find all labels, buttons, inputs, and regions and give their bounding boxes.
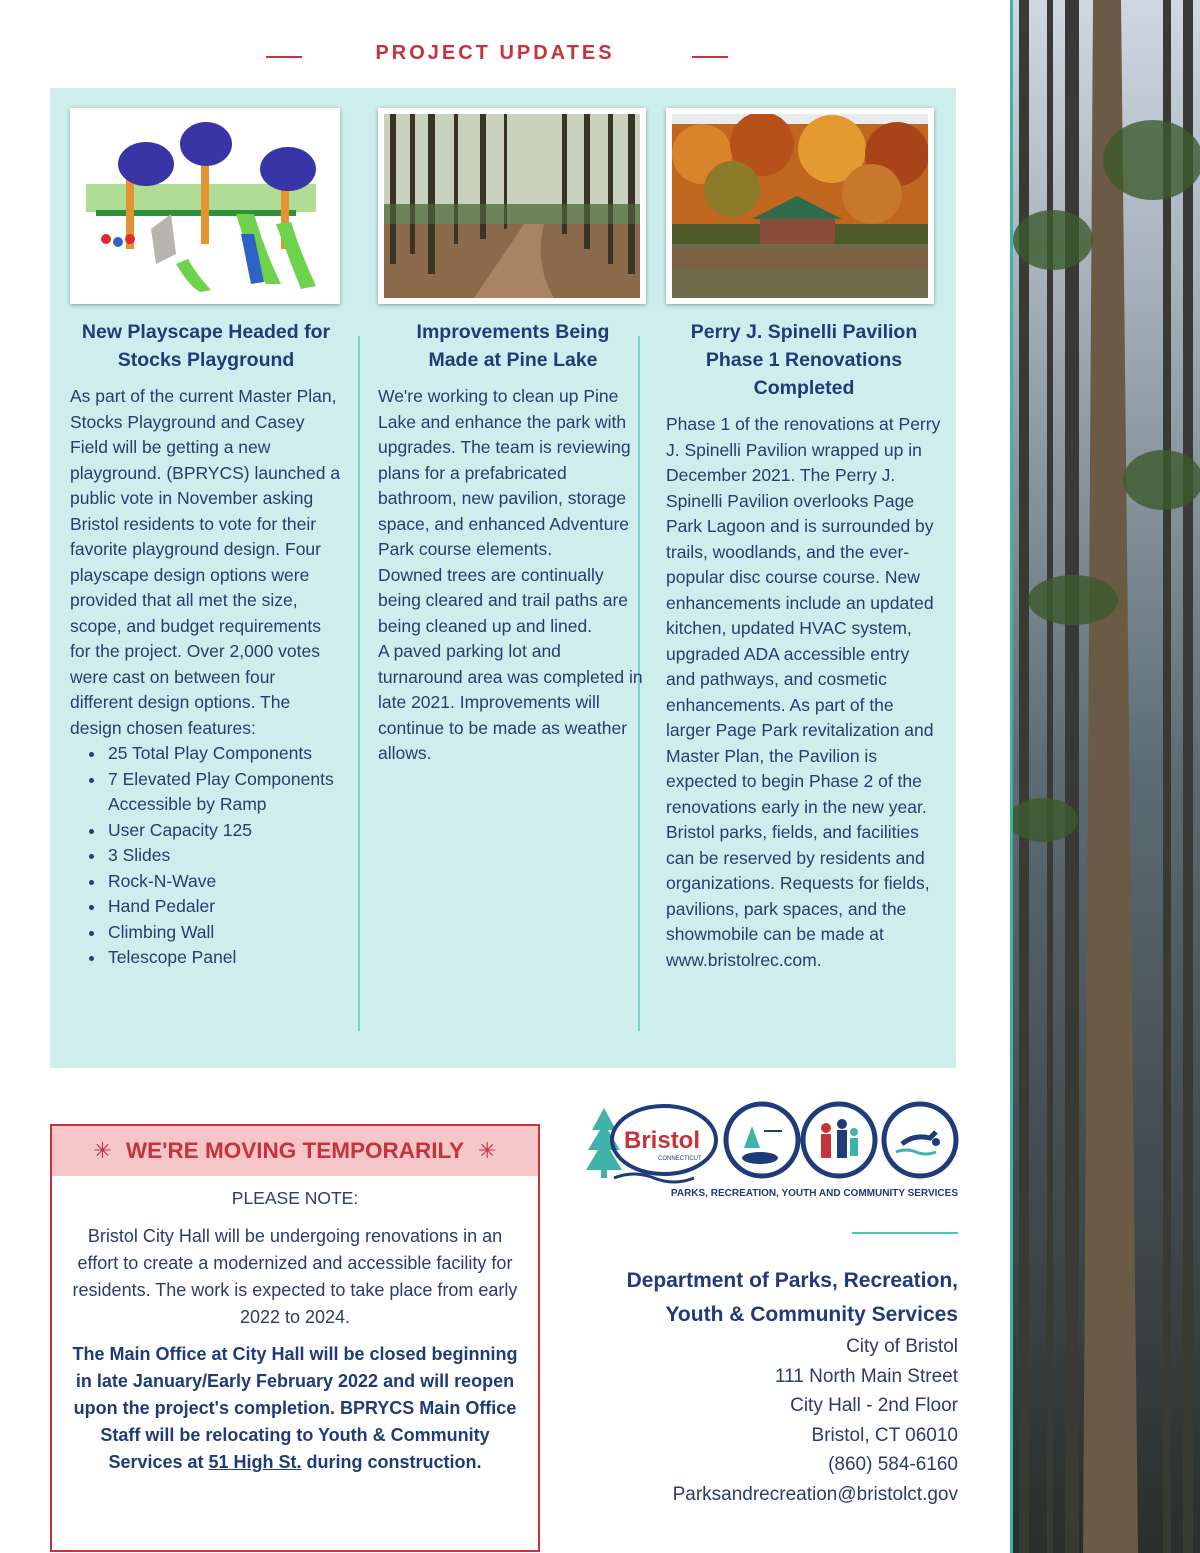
article-paragraph: Phase 1 of the renovations at Perry J. Spinelli Pavilion wrapped up in December 2021. The Perry J. Spinelli Pavilion overlooks Page Park Lagoon and is surrounded by trails, woodlands, and the ever-popular disc course course. New enhancements include an updated kitchen, updated HVAC system, upgraded ADA accessible entry and pathways, and cosmetic enhancements. As part of the larger Page Park revitalization and Master Plan, the Pavilion is expected to begin Phase 2 of the renovations early in the new year. Bristol parks, fields, and facilities can be reserved by residents and organizations. Requests for fields, pavilions, park spaces, and the showmobile can be made at www.bristolrec.com. — [666, 414, 941, 970]
email-address[interactable]: Parksandrecreation@bristolct.gov — [672, 1483, 958, 1505]
list-item: • User Capacity 125 — [106, 818, 342, 844]
article-body — [378, 384, 648, 767]
department-name-line2: Youth & Community Services — [665, 1303, 958, 1326]
article-paragraph: A paved parking lot and turnaround area was completed in late 2021. Improvements will continue to be made as weather allows. — [378, 641, 643, 763]
city-state-zip: Bristol, CT 06010 — [811, 1424, 958, 1446]
moving-notice — [50, 1124, 540, 1552]
logo-sub: CONNECTICUT — [658, 1156, 702, 1162]
article-title: Improvements Being Made at Pine Lake — [416, 321, 610, 371]
article-pavilion — [666, 108, 942, 973]
pine-tree-icon — [586, 1108, 622, 1178]
features-list — [70, 741, 342, 971]
moving-banner — [52, 1126, 538, 1176]
article-title: New Playscape Headed for Stocks Playground — [81, 321, 331, 371]
pavilion-image — [666, 108, 934, 304]
list-item: • 3 Slides — [106, 843, 342, 869]
article-paragraph: Downed trees are continually being cleared and trail paths are being cleaned up and lined. — [378, 564, 629, 636]
article-title: Perry J. Spinelli Pavilion Phase 1 Renovations Completed — [690, 321, 918, 399]
list-item: • Telescope Panel — [106, 945, 342, 971]
list-item: • Rock-N-Wave — [106, 869, 342, 895]
moving-paragraph-bold: The Main Office at City Hall will be closed beginning in late January/Early February 2022 and will reopen upon the project's completion. BPRYCS Main Office Staff will be relocating to Youth & Community Services at 51 High St. during construction. — [72, 1344, 518, 1472]
article-playscape — [70, 108, 342, 971]
street-address: 111 North Main Street — [774, 1365, 958, 1387]
article-paragraph: As part of the current Master Plan, Stocks Playground and Casey Field will be getting a new playground. (BPRYCS) launched a public vote in November asking Bristol residents to vote for their favorite playground design. Four playscape design options were provided that all met the size, scope, and budget requirements for the project. Over 2,000 votes were cast on between four different design options. The design chosen features: — [70, 386, 341, 738]
list-item: • Hand Pedaler — [106, 894, 342, 920]
project-updates-panel — [50, 88, 956, 1068]
article-body — [666, 412, 942, 973]
logo-tagline: PARKS, RECREATION, YOUTH AND COMMUNITY SERVICES — [670, 1188, 958, 1199]
logo-brand: Bristol — [624, 1127, 701, 1154]
section-header — [0, 42, 995, 72]
department-logo — [584, 1098, 962, 1202]
city-name: City of Bristol — [846, 1336, 958, 1357]
contact-block — [538, 1264, 958, 1509]
floor: City Hall - 2nd Floor — [790, 1395, 958, 1416]
moving-paragraph: Bristol City Hall will be undergoing renovations in an effort to create a modernized and accessible facility for residents. The work is expected to take place from early 2022 to 2024. — [72, 1226, 518, 1327]
forest-sidebar-image — [1010, 0, 1200, 1553]
list-item: • Climbing Wall — [106, 920, 342, 946]
article-paragraph: We're working to clean up Pine Lake and enhance the park with upgrades. The team is reviewing plans for a prefabricated bathroom, new pavilion, storage space, and enhanced Adventure Park course elements. — [378, 386, 631, 559]
header-rule-left — [266, 56, 302, 58]
list-item: • 7 Elevated Play Components Accessible by Ramp — [106, 767, 342, 818]
playscape-image — [70, 108, 340, 304]
swimmer-icon — [884, 1104, 956, 1176]
please-note-label: PLEASE NOTE: — [231, 1188, 359, 1208]
park-icon — [726, 1104, 798, 1176]
article-pine-lake — [378, 108, 648, 767]
article-body — [70, 384, 342, 971]
address-link[interactable]: 51 High St. — [208, 1452, 302, 1472]
department-name: Department of Parks, Recreation, — [626, 1269, 958, 1292]
asterisk-icon: ✳ — [478, 1138, 497, 1163]
list-item: • 25 Total Play Components — [106, 741, 342, 767]
header-rule-right — [692, 56, 728, 58]
section-title: PROJECT UPDATES — [375, 42, 615, 64]
contact-divider — [852, 1232, 958, 1234]
column-divider — [358, 336, 360, 1031]
moving-title: WE'RE MOVING TEMPORARILY — [125, 1138, 465, 1163]
phone-number[interactable]: (860) 584-6160 — [828, 1454, 958, 1475]
pine-lake-image — [378, 108, 646, 304]
asterisk-icon: ✳ — [93, 1138, 112, 1163]
